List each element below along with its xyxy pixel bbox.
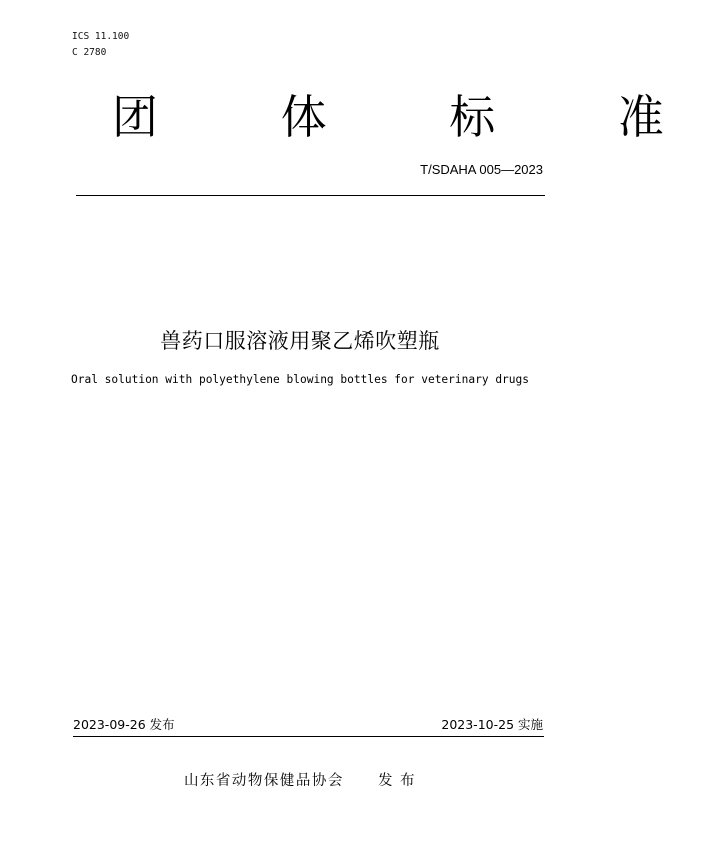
publish-date: 2023-09-26 发布	[73, 717, 175, 732]
header-divider	[76, 195, 545, 196]
issuer-name: 山东省动物保健品协会	[183, 773, 344, 789]
ccs-code: C 2780	[72, 47, 107, 58]
issuer-line	[0, 771, 600, 791]
implement-date: 2023-10-25 实施	[441, 717, 543, 732]
footer-divider	[73, 736, 544, 737]
document-title-cn: 兽药口服溶液用聚乙烯吹塑瓶	[160, 329, 440, 353]
standard-number: T/SDAHA 005—2023	[420, 162, 543, 177]
ics-code: ICS 11.100	[72, 31, 130, 42]
standard-type-title: 团 体 标 准	[112, 90, 718, 144]
issuer-action: 发 布	[377, 773, 417, 789]
document-title-en: Oral solution with polyethylene blowing bottles for veterinary drugs	[70, 373, 529, 386]
